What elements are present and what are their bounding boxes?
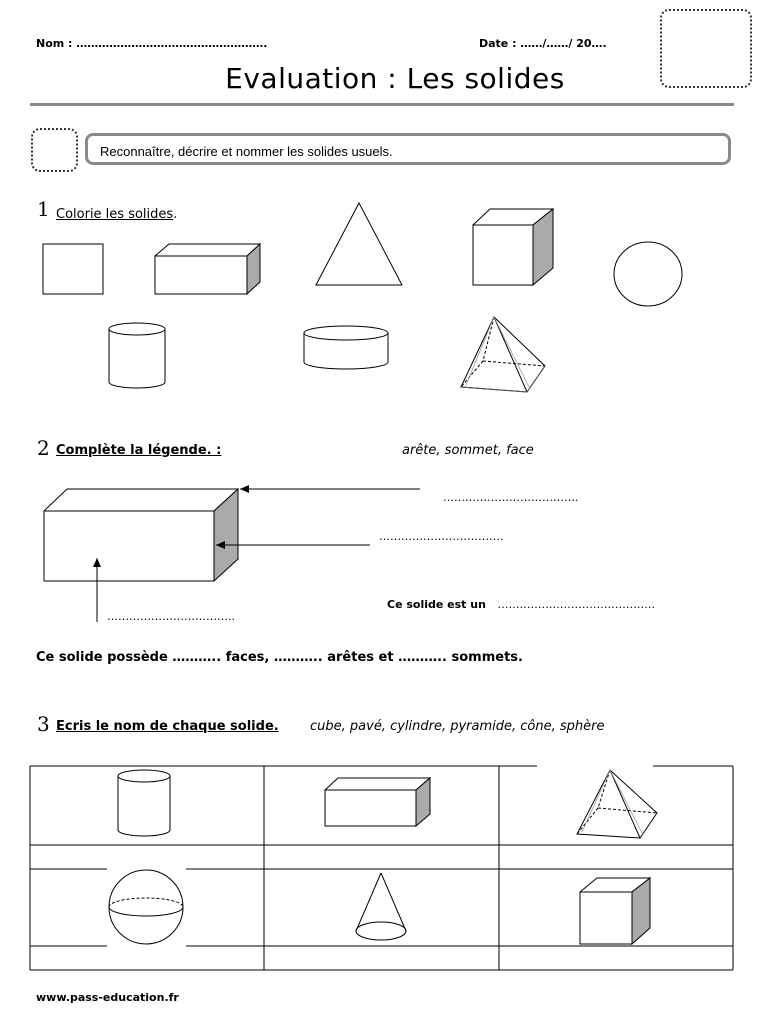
cuboid-shape <box>155 244 260 294</box>
naming-table <box>30 766 733 970</box>
flat-cylinder-shape <box>304 326 388 369</box>
page-title: Evaluation : Les solides <box>225 62 565 95</box>
question-2-number: 2 <box>37 436 50 460</box>
date-field-label: Date : ……/……/ 20…. <box>479 37 607 50</box>
name-field-label: Nom : ……………………………………………. <box>36 37 268 50</box>
table-cylinder <box>118 770 170 836</box>
question-2-word-bank: arête, sommet, face <box>402 443 534 458</box>
solid-name-prompt-text: Ce solide est un <box>387 598 486 611</box>
question-1-period: . <box>173 207 178 222</box>
square-shape <box>43 244 103 294</box>
legend-blank-top: ………………………………. <box>443 491 579 504</box>
circle-shape <box>614 242 682 306</box>
question-1-number: 1 <box>37 197 50 221</box>
table-cone <box>356 873 406 940</box>
table-sphere <box>109 870 183 944</box>
legend-blank-bottom: …………………………….. <box>107 610 235 623</box>
objective-box: Reconnaître, décrire et nommer les solides usuels. <box>85 133 731 165</box>
solid-name-blank: ……………………………………. <box>497 598 655 611</box>
cylinder-shape <box>109 323 165 388</box>
footer-website: www.pass-education.fr <box>36 991 179 1004</box>
triangle-shape <box>316 203 402 285</box>
question-3-label: Ecris le nom de chaque solide. <box>56 719 279 734</box>
pyramid-shape <box>461 317 545 392</box>
question-1-label: Colorie les solides <box>56 207 174 222</box>
question-2-sentence: Ce solide possède ……….. faces, ……….. arêtes et ……….. sommets. <box>36 650 523 665</box>
legend-cuboid <box>44 489 238 581</box>
cube-shape <box>473 209 553 285</box>
question-3-number: 3 <box>37 712 50 736</box>
table-cube <box>580 878 650 944</box>
question-2-label: Complète la légende. : <box>56 443 222 458</box>
legend-blank-middle: ……………………………. <box>379 530 504 543</box>
table-cuboid <box>325 778 430 826</box>
question-3-word-bank: cube, pavé, cylindre, pyramide, cône, sphère <box>310 719 605 734</box>
table-pyramid <box>577 770 657 838</box>
